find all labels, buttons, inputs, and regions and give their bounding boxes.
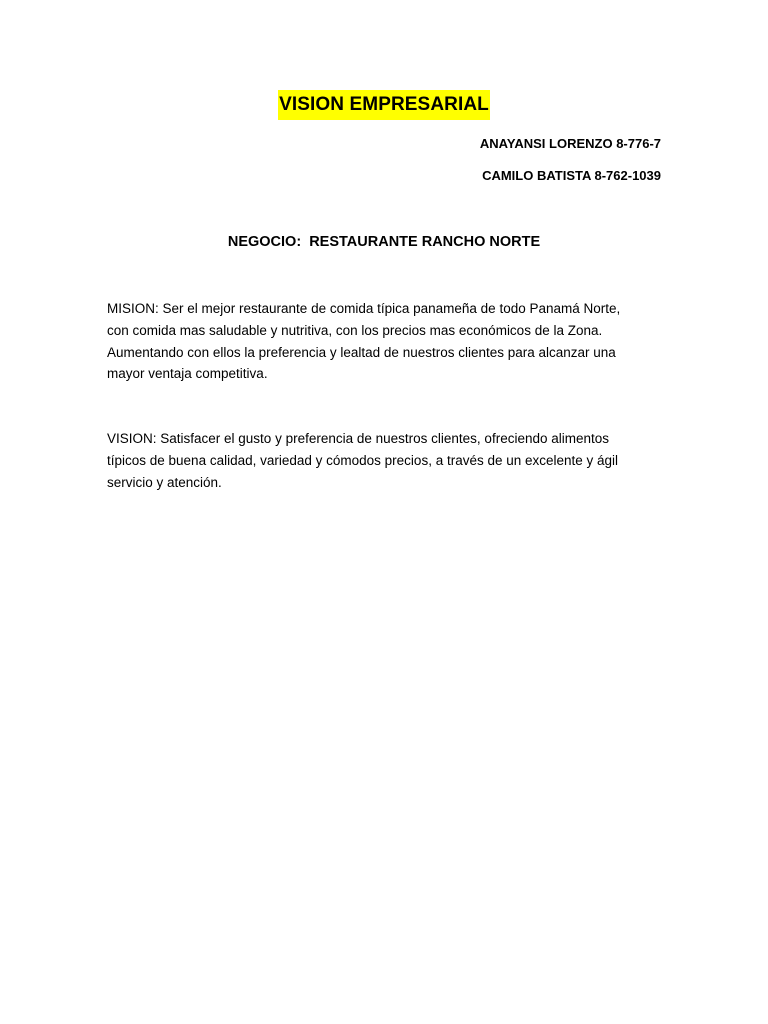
business-heading: NEGOCIO: RESTAURANTE RANCHO NORTE: [227, 234, 541, 250]
author-line-1: ANAYANSI LORENZO 8-776-7: [479, 136, 661, 151]
mission-paragraph: MISION: Ser el mejor restaurante de comida típica panameña de todo Panamá Norte, con comida mas saludable y nutritiva, con los precios mas económicos de la Zona. Aumentando con ellos la preferencia y lealtad de nuestros clientes para alcanzar una mayor ventaja competitiva.: [107, 301, 621, 382]
author-line-2: CAMILO BATISTA 8-762-1039: [482, 168, 661, 183]
vision-paragraph: VISION: Satisfacer el gusto y preferencia de nuestros clientes, ofreciendo alimentos típicos de buena calidad, variedad y cómodos precios, a través de un excelente y ágil servicio y atención.: [107, 431, 619, 490]
title-container: [0, 90, 768, 120]
document-title: VISION EMPRESARIAL: [278, 90, 490, 120]
